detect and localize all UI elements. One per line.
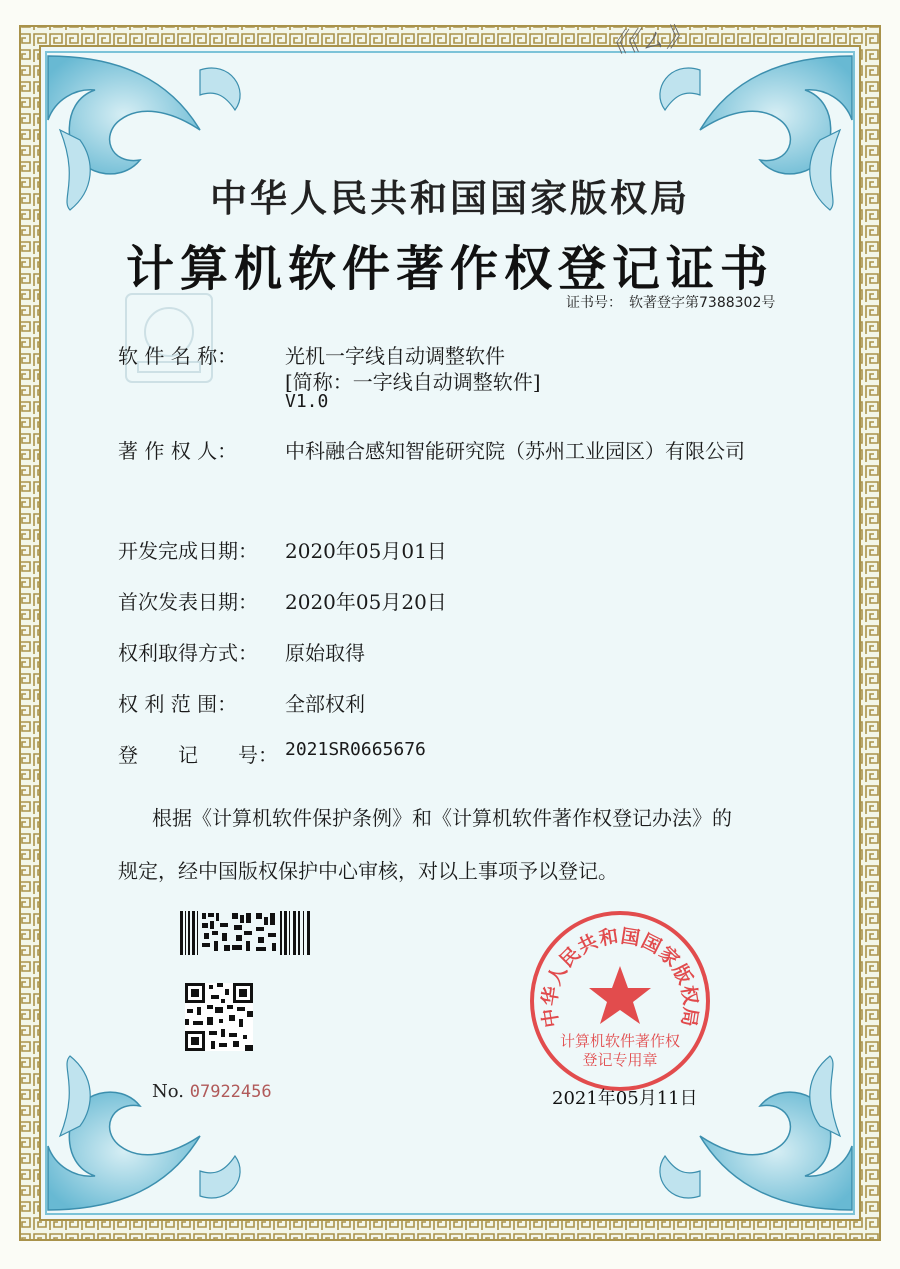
statement-line-2: 规定，经中国版权保护中心审核，对以上事项予以登记。 bbox=[118, 859, 618, 883]
svg-text:计算机软件著作权: 计算机软件著作权 bbox=[559, 1032, 681, 1050]
acquire-method: 原始取得 bbox=[285, 641, 365, 665]
rights-scope: 全部权利 bbox=[285, 692, 365, 716]
acquire-method-label: 权利取得方式： bbox=[118, 641, 258, 665]
software-short-name: [简称：一字线自动调整软件] bbox=[285, 370, 541, 394]
pub-date-label: 首次发表日期： bbox=[118, 590, 258, 614]
statement-line-1: 根据《计算机软件保护条例》和《计算机软件著作权登记办法》的 bbox=[152, 806, 732, 830]
dev-date-label: 开发完成日期： bbox=[118, 539, 258, 563]
rights-scope-label: 权 利 范 围： bbox=[118, 692, 238, 716]
software-version: V1.0 bbox=[285, 391, 329, 412]
watermark-logo bbox=[124, 292, 214, 384]
certificate-number: 证书号： 软著登字第7388302号 bbox=[566, 295, 776, 311]
barcode-image bbox=[180, 911, 312, 955]
registration-number-label: 登 记 号： bbox=[118, 743, 278, 767]
certificate-title: 计算机软件著作权登记证书 bbox=[125, 241, 774, 297]
qr-code bbox=[185, 983, 253, 1051]
owner-label: 著 作 权 人： bbox=[118, 439, 238, 463]
serial-number-label: No. bbox=[152, 1081, 184, 1102]
first-publish-date: 2020年05月20日 bbox=[285, 590, 447, 614]
copyright-owner: 中科融合感知智能研究院（苏州工业园区）有限公司 bbox=[285, 439, 745, 463]
software-name-label: 软 件 名 称： bbox=[118, 344, 238, 368]
handwritten-note: 《《ㄙ》 bbox=[598, 21, 693, 61]
svg-text:登记专用章: 登记专用章 bbox=[582, 1051, 658, 1069]
svg-text:中华人民共和国国家版权局: 中华人民共和国国家版权局 bbox=[538, 925, 702, 1030]
issuing-agency: 中华人民共和国国家版权局 bbox=[210, 176, 690, 220]
registration-number: 2021SR0665676 bbox=[285, 739, 426, 760]
official-seal bbox=[527, 908, 713, 1094]
serial-number bbox=[152, 1081, 272, 1102]
issue-date: 2021年05月11日 bbox=[552, 1088, 698, 1109]
dev-completion-date: 2020年05月01日 bbox=[285, 539, 447, 563]
serial-number-value: 07922456 bbox=[189, 1082, 272, 1102]
software-name: 光机一字线自动调整软件 bbox=[285, 344, 505, 368]
